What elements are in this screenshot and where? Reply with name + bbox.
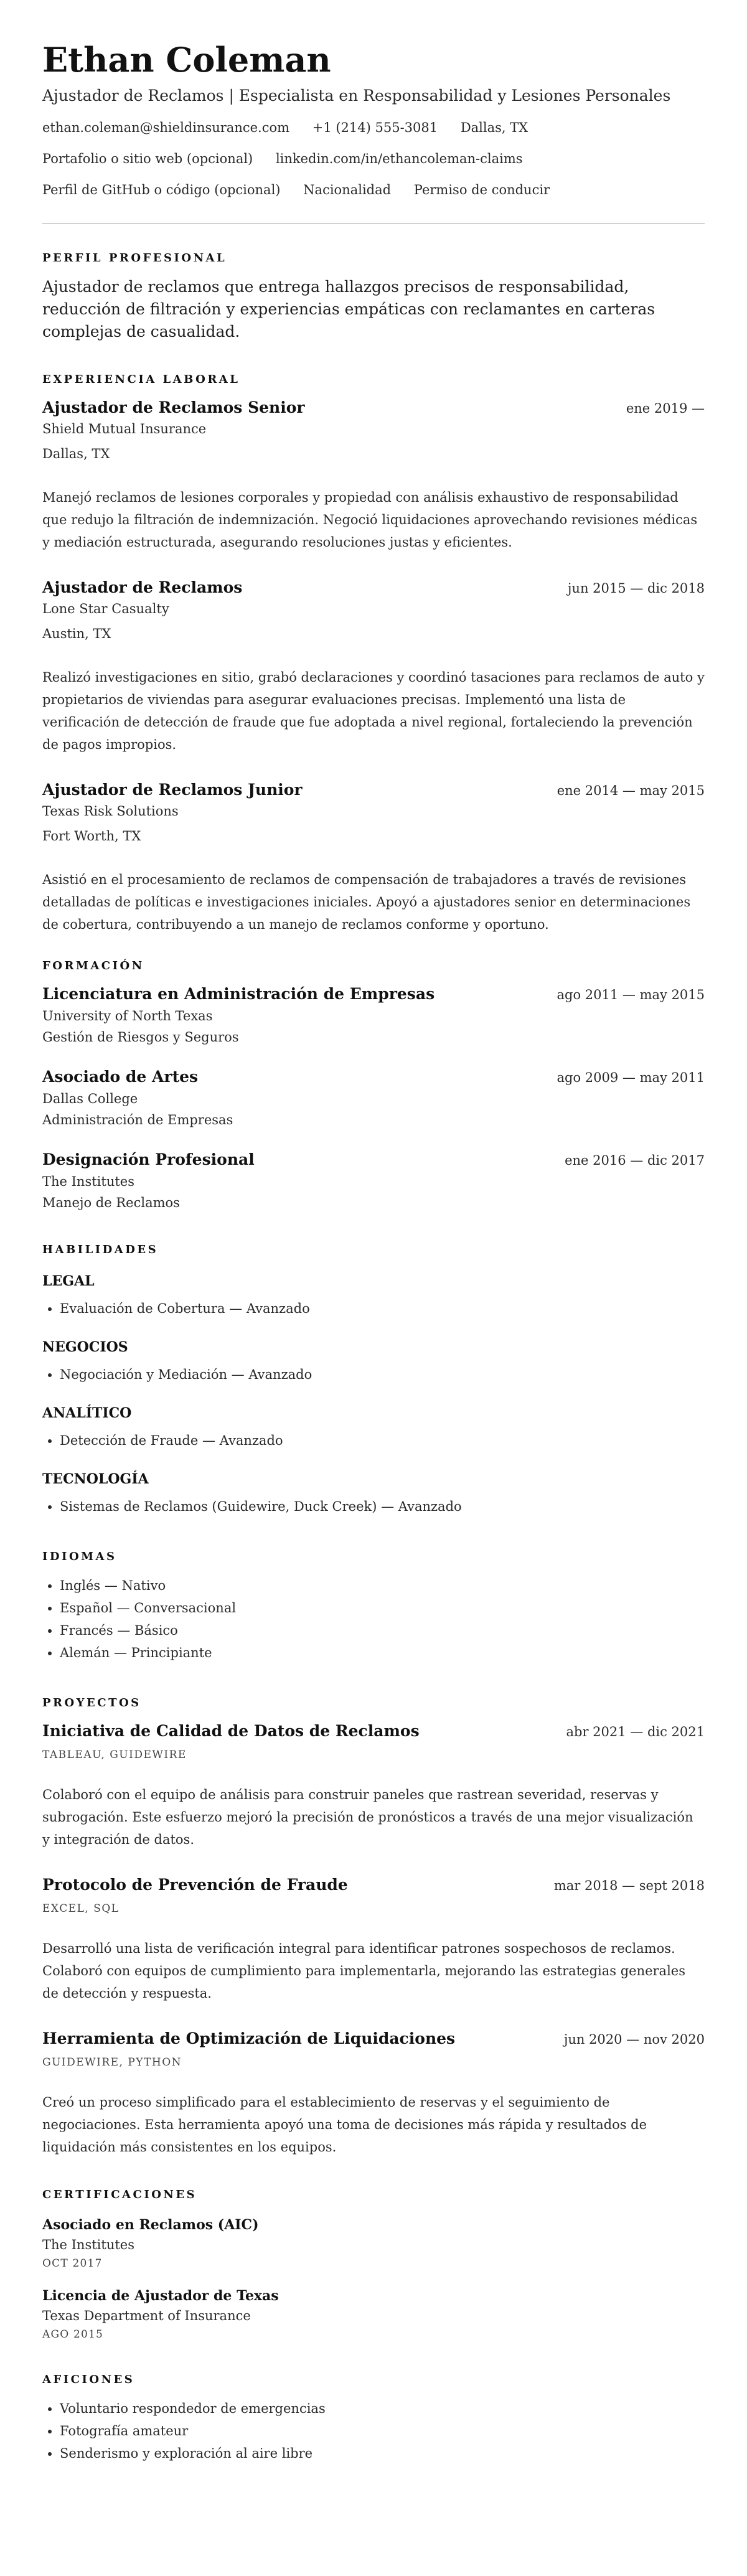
degree-title: Asociado de Artes (42, 1068, 199, 1086)
job-dates: jun 2015 — dic 2018 (567, 581, 705, 596)
skill-list (42, 1297, 705, 1320)
contact-row-2 (42, 149, 705, 168)
job-location: Dallas, TX (42, 446, 110, 461)
job-title: Ajustador de Reclamos Junior (42, 781, 303, 799)
summary-text: Ajustador de reclamos que entrega hallazgos precisos de responsabilidad, reducción de filtración y experiencias empáticas con reclamantes en carteras complejas de casualidad. (42, 278, 655, 341)
certification-date: AGO 2015 (42, 2328, 104, 2341)
contact-linkedin[interactable]: linkedin.com/in/ethancoleman-claims (275, 151, 523, 166)
certification-date: OCT 2017 (42, 2257, 103, 2270)
certification-entry (42, 2286, 705, 2343)
education-entry (42, 1066, 705, 1131)
project-dates: mar 2018 — sept 2018 (553, 1878, 705, 1893)
skill-list (42, 1363, 705, 1386)
project-dates: jun 2020 — nov 2020 (563, 2032, 705, 2047)
section-heading-languages: IDIOMAS (42, 1550, 117, 1563)
experience-entry (42, 397, 705, 553)
contact-row-1 (42, 118, 705, 137)
contact-phone[interactable]: +1 (214) 555-3081 (312, 120, 438, 135)
project-entry (42, 2028, 705, 2158)
skill-list (42, 1429, 705, 1452)
section-heading-hobbies: AFICIONES (42, 2373, 135, 2386)
school-name: The Institutes (42, 1174, 134, 1189)
job-dates: ene 2019 — (626, 401, 705, 416)
section-heading-projects: PROYECTOS (42, 1696, 141, 1709)
contact-email[interactable]: ethan.coleman@shieldinsurance.com (42, 120, 290, 135)
job-description: Manejó reclamos de lesiones corporales y propiedad con análisis exhaustivo de responsabilidad que redujo la filtración de indemnización. Negoció liquidaciones aprovechando revisiones médicas y mediación estructurada, asegurando resoluciones justas y eficientes. (42, 490, 698, 550)
section-heading-experience: EXPERIENCIA LABORAL (42, 373, 240, 386)
contact-github[interactable]: Perfil de GitHub o código (opcional) (42, 182, 281, 197)
language-item: • Alemán — Principiante (60, 1642, 705, 1664)
project-title: Iniciativa de Calidad de Datos de Reclamos (42, 1722, 420, 1740)
degree-dates: ago 2011 — may 2015 (557, 987, 705, 1002)
job-location: Austin, TX (42, 626, 111, 641)
contact-row-3 (42, 181, 705, 199)
contact-location: Dallas, TX (460, 120, 529, 135)
job-location: Fort Worth, TX (42, 829, 141, 844)
contact-driving-license: Permiso de conducir (413, 182, 550, 197)
header-divider (42, 223, 705, 224)
skill-item: • Evaluación de Cobertura — Avanzado (60, 1297, 705, 1320)
project-description: Colaboró con el equipo de análisis para construir paneles que rastrean severidad, reservas y subrogación. Este esfuerzo mejoró la precisión de pronósticos a través de una mejor visualización y integración de datos. (42, 1787, 693, 1847)
language-list (42, 1574, 705, 1664)
school-name: Dallas College (42, 1091, 138, 1106)
project-tags: EXCEL, SQL (42, 1902, 120, 1915)
school-name: University of North Texas (42, 1008, 213, 1023)
certification-issuer: The Institutes (42, 2237, 134, 2252)
certification-title: Licencia de Ajustador de Texas (42, 2288, 279, 2304)
skill-category: ANALÍTICO (42, 1405, 132, 1421)
job-company: Shield Mutual Insurance (42, 421, 207, 436)
skill-category: TECNOLOGÍA (42, 1471, 149, 1487)
project-entry (42, 1874, 705, 2005)
section-heading-education: FORMACIÓN (42, 959, 144, 972)
section-heading-summary: PERFIL PROFESIONAL (42, 251, 227, 265)
job-title: Ajustador de Reclamos (42, 578, 243, 596)
contact-portfolio[interactable]: Portafolio o sitio web (opcional) (42, 151, 253, 166)
language-item: • Inglés — Nativo (60, 1574, 705, 1597)
degree-dates: ene 2016 — dic 2017 (565, 1153, 705, 1168)
job-dates: ene 2014 — may 2015 (557, 783, 705, 798)
project-dates: abr 2021 — dic 2021 (566, 1724, 705, 1739)
candidate-name: Ethan Coleman (42, 40, 331, 80)
degree-field: Gestión de Riesgos y Seguros (42, 1030, 239, 1045)
certification-issuer: Texas Department of Insurance (42, 2308, 251, 2323)
project-title: Protocolo de Prevención de Fraude (42, 1876, 348, 1894)
section-heading-skills: HABILIDADES (42, 1243, 159, 1256)
skill-item: • Detección de Fraude — Avanzado (60, 1429, 705, 1452)
degree-dates: ago 2009 — may 2011 (557, 1070, 705, 1085)
job-title: Ajustador de Reclamos Senior (42, 398, 305, 416)
project-entry (42, 1721, 705, 1851)
certification-entry (42, 2215, 705, 2272)
skill-category: LEGAL (42, 1273, 95, 1289)
hobby-list (42, 2397, 705, 2465)
education-entry (42, 1149, 705, 1213)
contact-nationality: Nacionalidad (303, 182, 392, 197)
experience-entry (42, 779, 705, 936)
skill-item: • Sistemas de Reclamos (Guidewire, Duck Creek) — Avanzado (60, 1495, 705, 1518)
experience-entry (42, 577, 705, 756)
degree-field: Manejo de Reclamos (42, 1195, 180, 1210)
job-description: Asistió en el procesamiento de reclamos de compensación de trabajadores a través de revisiones detalladas de políticas e investigaciones iniciales. Apoyó a ajustadores senior en determinaciones de cobertura, contribuyendo a un manejo de reclamos conforme y oportuno. (42, 872, 691, 932)
section-heading-certifications: CERTIFICACIONES (42, 2188, 197, 2201)
job-company: Texas Risk Solutions (42, 804, 179, 819)
education-entry (42, 984, 705, 1048)
project-description: Desarrolló una lista de verificación integral para identificar patrones sospechosos de reclamos. Colaboró con equipos de cumplimiento para implementarla, mejorando las estrategias generales de detección y respuesta. (42, 1941, 685, 2001)
job-description: Realizó investigaciones en sitio, grabó declaraciones y coordinó tasaciones para reclamos de auto y propietarios de viviendas para asegurar evaluaciones precisas. Implementó una lista de verificación de detección de fraude que fue adoptada a nivel regional, fortaleciendo la prevención de pagos impropios. (42, 670, 705, 752)
project-title: Herramienta de Optimización de Liquidaciones (42, 2029, 456, 2047)
project-description: Creó un proceso simplificado para el establecimiento de reservas y el seguimiento de negociaciones. Esta herramienta apoyó una toma de decisiones más rápida y resultados de liquidación más consistentes en los equipos. (42, 2095, 647, 2155)
degree-title: Designación Profesional (42, 1150, 255, 1168)
project-tags: GUIDEWIRE, PYTHON (42, 2056, 182, 2069)
hobby-item: • Fotografía amateur (60, 2420, 705, 2442)
hobby-item: • Voluntario respondedor de emergencias (60, 2397, 705, 2420)
skill-list (42, 1495, 705, 1518)
language-item: • Francés — Básico (60, 1619, 705, 1642)
project-tags: TABLEAU, GUIDEWIRE (42, 1749, 187, 1761)
candidate-title: Ajustador de Reclamos | Especialista en Responsabilidad y Lesiones Personales (42, 87, 671, 105)
certification-title: Asociado en Reclamos (AIC) (42, 2217, 259, 2233)
language-item: • Español — Conversacional (60, 1597, 705, 1619)
degree-title: Licenciatura en Administración de Empresas (42, 985, 435, 1003)
degree-field: Administración de Empresas (42, 1112, 233, 1127)
job-company: Lone Star Casualty (42, 601, 169, 616)
skill-category: NEGOCIOS (42, 1339, 128, 1355)
skill-item: • Negociación y Mediación — Avanzado (60, 1363, 705, 1386)
hobby-item: • Senderismo y exploración al aire libre (60, 2442, 705, 2465)
